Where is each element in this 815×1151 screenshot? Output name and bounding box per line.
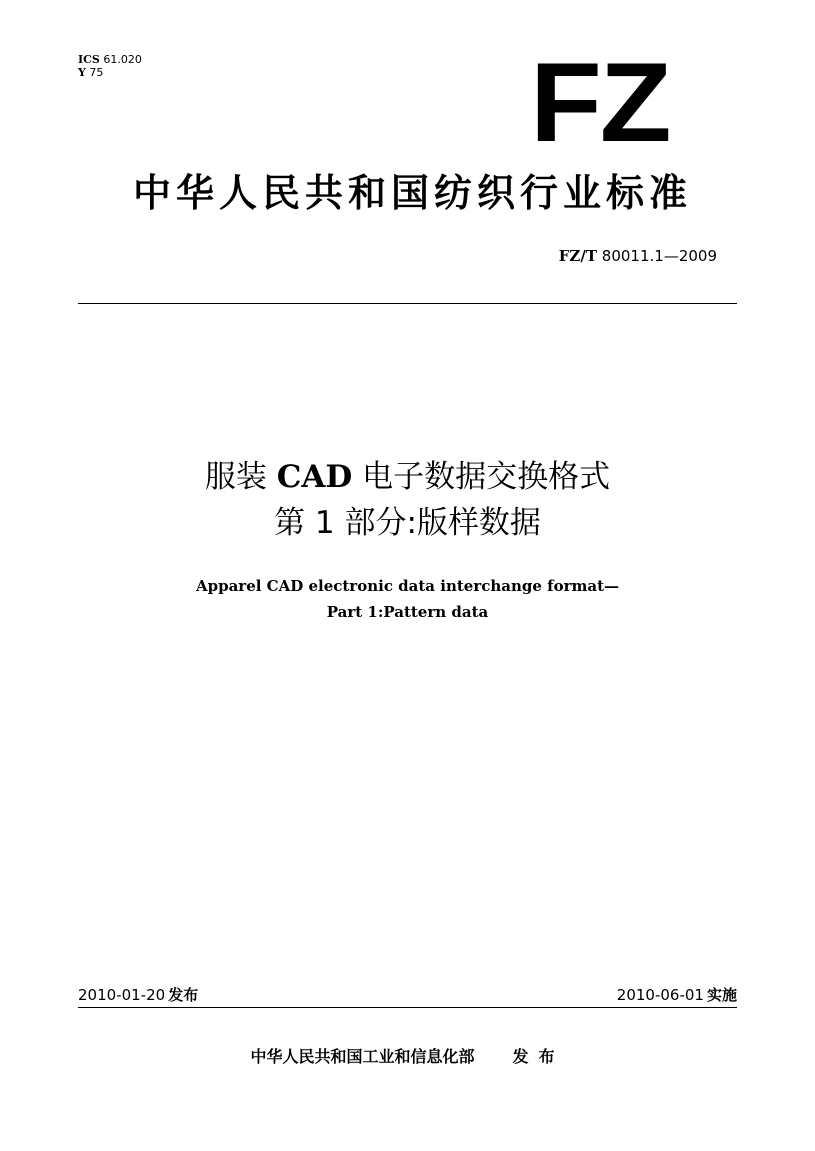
english-title-line-1: Apparel CAD electronic data interchange format— (195, 577, 620, 595)
fz-logo: FZ (530, 40, 670, 165)
standard-number (559, 246, 717, 266)
standard-number-prefix: FZ/T (558, 247, 598, 265)
ccs-label: Y (78, 66, 86, 79)
issue-date (78, 985, 198, 1005)
standard-category-title: 中华人民共和国纺织行业标准 (132, 171, 692, 215)
footer-divider (78, 1007, 737, 1008)
header-divider (78, 303, 737, 304)
implementation-date-label: 实施 (706, 986, 737, 1004)
issue-date-value: 2010-01-20 (78, 986, 166, 1004)
implementation-date (617, 985, 737, 1005)
issuer-action: 发布 (512, 1047, 565, 1066)
standard-number-value: 80011.1—2009 (601, 247, 717, 265)
implementation-date-value: 2010-06-01 (616, 986, 704, 1004)
ics-code (78, 53, 142, 66)
chinese-title-line-2: 第 1 部分:版样数据 (274, 505, 541, 541)
english-title-line-2: Part 1:Pattern data (326, 603, 489, 621)
chinese-title-latin: CAD (276, 459, 353, 495)
issuing-authority (0, 1046, 815, 1068)
chinese-title-part-a: 服装 (204, 459, 267, 495)
ccs-code (78, 66, 142, 79)
issue-date-label: 发布 (168, 986, 199, 1004)
ics-label: ICS (78, 53, 100, 66)
ccs-value: 75 (89, 66, 104, 79)
classification-codes (78, 53, 142, 79)
ics-value: 61.020 (103, 53, 142, 66)
issuer-name: 中华人民共和国工业和信息化部 (250, 1047, 475, 1066)
chinese-title-part-b: 电子数据交换格式 (362, 459, 611, 495)
chinese-title-line-1 (0, 458, 815, 496)
